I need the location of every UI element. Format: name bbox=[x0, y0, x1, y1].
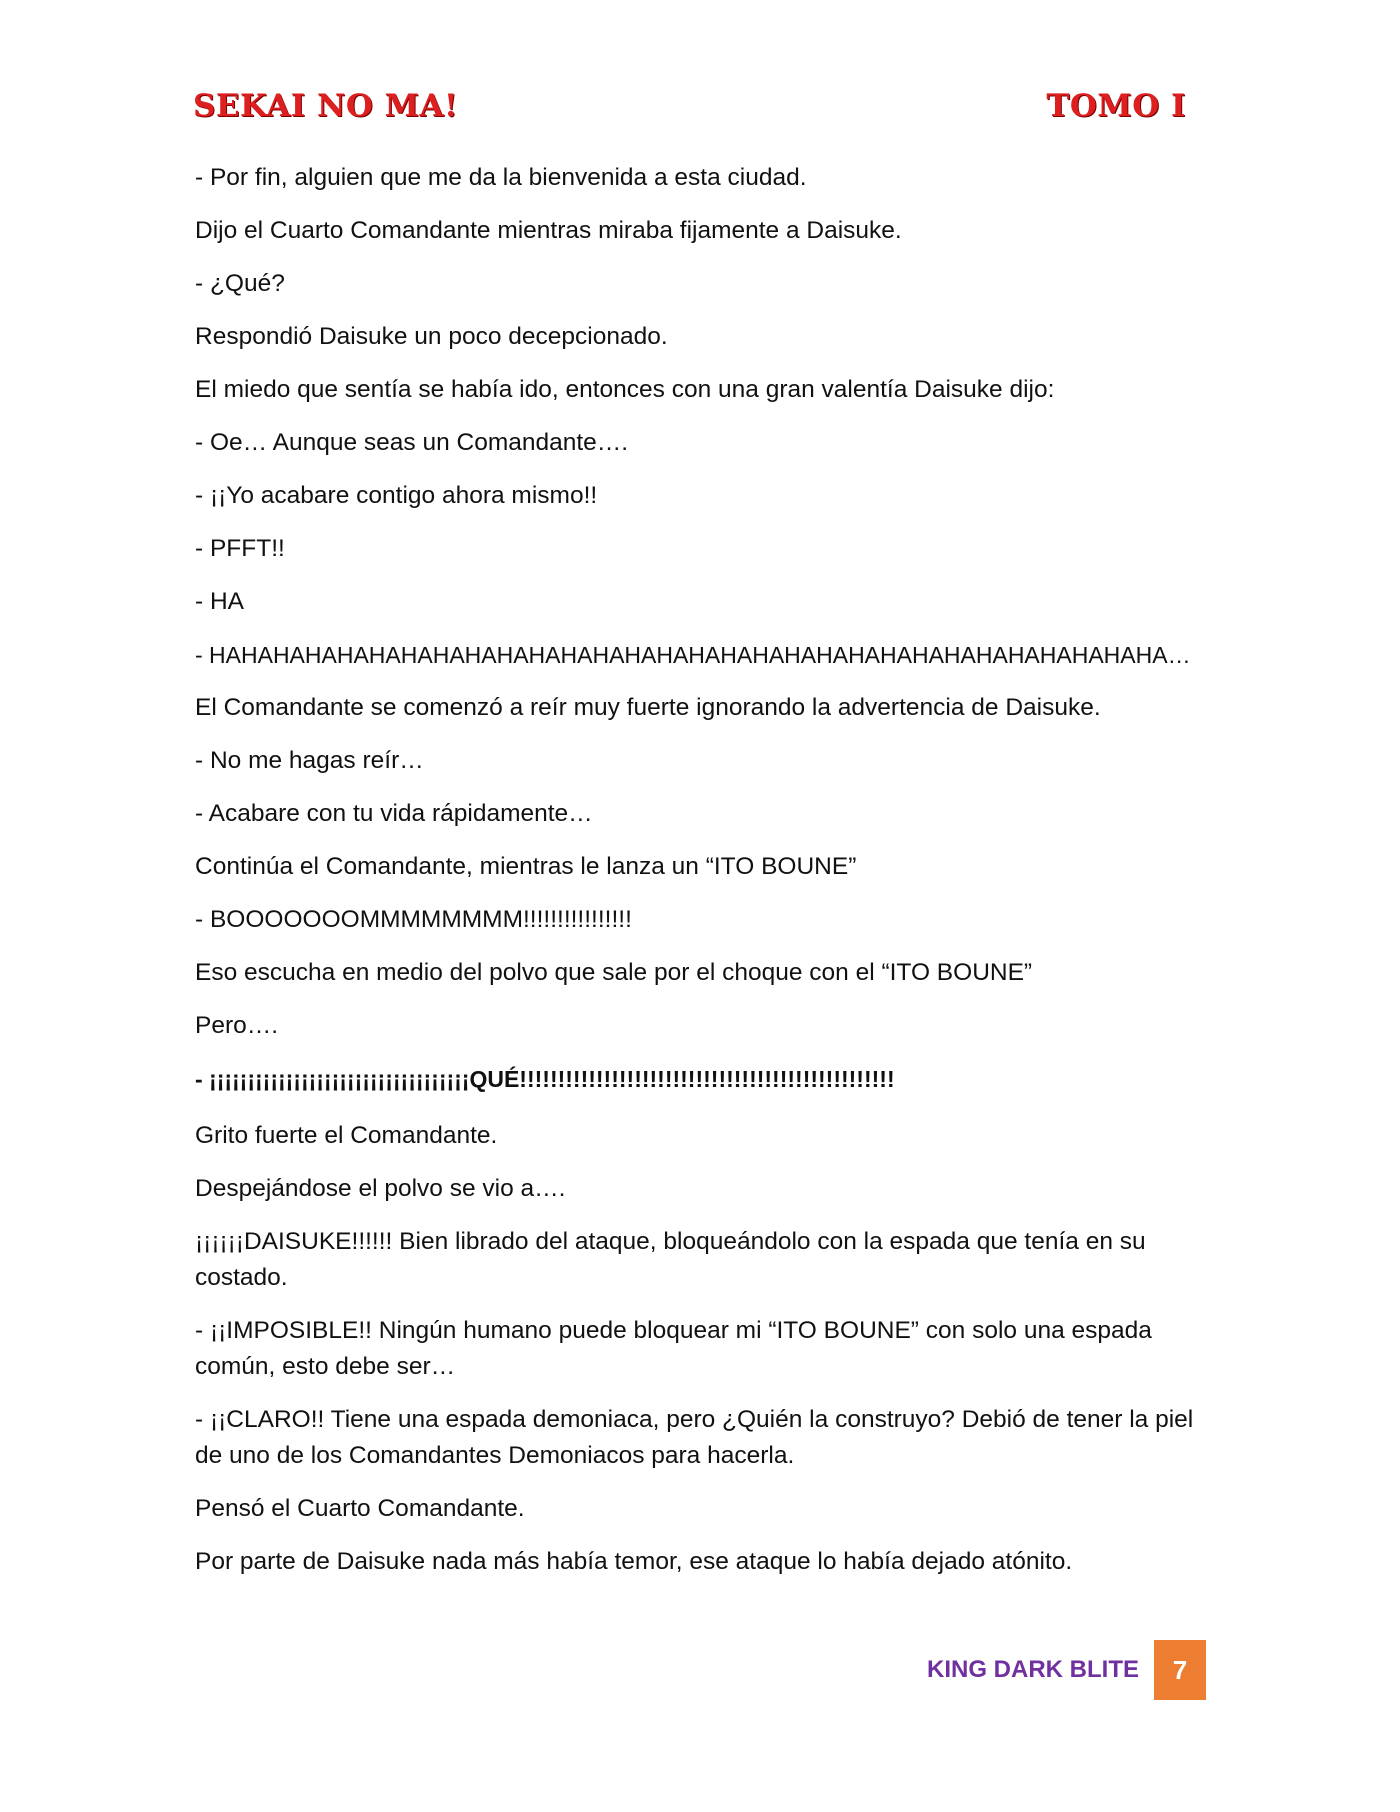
paragraph: Respondió Daisuke un poco decepcionado. bbox=[195, 323, 668, 350]
paragraph: Pero…. bbox=[195, 1012, 279, 1039]
page-footer bbox=[900, 1640, 1206, 1700]
paragraph: - Oe… Aunque seas un Comandante…. bbox=[195, 429, 629, 456]
page-number-badge: 7 bbox=[1154, 1640, 1206, 1700]
paragraph: - BOOOOOOOMMMMMMMM!!!!!!!!!!!!!!!! bbox=[195, 906, 632, 933]
shout-paragraph: - ¡¡¡¡¡¡¡¡¡¡¡¡¡¡¡¡¡¡¡¡¡¡¡¡¡¡¡¡¡¡¡¡¡¡QUÉ!!!!!!!!!!!!!!!!!!!!!!!!!!!!!!!!!!!!!!!!!!!!!!!!! bbox=[195, 1066, 895, 1092]
paragraph: - No me hagas reír… bbox=[195, 747, 424, 774]
volume-label: TOMO I bbox=[1046, 88, 1186, 124]
paragraph: Dijo el Cuarto Comandante mientras miraba fijamente a Daisuke. bbox=[195, 217, 902, 244]
paragraph: Pensó el Cuarto Comandante. bbox=[195, 1495, 525, 1522]
page-header bbox=[193, 88, 1186, 128]
paragraph: ¡¡¡¡¡¡DAISUKE!!!!!! Bien librado del ataque, bloqueándolo con la espada que tenía en su costado. bbox=[195, 1228, 1146, 1291]
paragraph: - Acabare con tu vida rápidamente… bbox=[195, 800, 593, 827]
author-name: KING DARK BLITE bbox=[927, 1656, 1139, 1683]
paragraph: El Comandante se comenzó a reír muy fuerte ignorando la advertencia de Daisuke. bbox=[195, 694, 1101, 721]
paragraph: - ¡¡Yo acabare contigo ahora mismo!! bbox=[195, 482, 598, 509]
paragraph: - HAHAHAHAHAHAHAHAHAHAHAHAHAHAHAHAHAHAHAHAHAHAHAHAHAHAHAHAHAHA… bbox=[195, 642, 1191, 668]
paragraph: Continúa el Comandante, mientras le lanza un “ITO BOUNE” bbox=[195, 853, 857, 880]
paragraph: - PFFT!! bbox=[195, 535, 285, 562]
paragraph: - Por fin, alguien que me da la bienvenida a esta ciudad. bbox=[195, 164, 807, 191]
paragraph: Eso escucha en medio del polvo que sale por el choque con el “ITO BOUNE” bbox=[195, 959, 1033, 986]
story-body bbox=[195, 160, 1205, 1597]
book-title: SEKAI NO MA! bbox=[193, 88, 459, 124]
paragraph: - ¡¡IMPOSIBLE!! Ningún humano puede bloquear mi “ITO BOUNE” con solo una espada común, esto debe ser… bbox=[195, 1317, 1152, 1380]
paragraph: Por parte de Daisuke nada más había temor, ese ataque lo había dejado atónito. bbox=[195, 1548, 1073, 1575]
paragraph: - ¿Qué? bbox=[195, 270, 285, 297]
paragraph: El miedo que sentía se había ido, entonces con una gran valentía Daisuke dijo: bbox=[195, 376, 1055, 403]
paragraph: Despejándose el polvo se vio a…. bbox=[195, 1175, 566, 1202]
paragraph: - ¡¡CLARO!! Tiene una espada demoniaca, pero ¿Quién la construyo? Debió de tener la piel de uno de los Comandantes Demoniacos para hacerla. bbox=[195, 1406, 1194, 1469]
paragraph: - HA bbox=[195, 588, 244, 615]
paragraph: Grito fuerte el Comandante. bbox=[195, 1122, 498, 1149]
